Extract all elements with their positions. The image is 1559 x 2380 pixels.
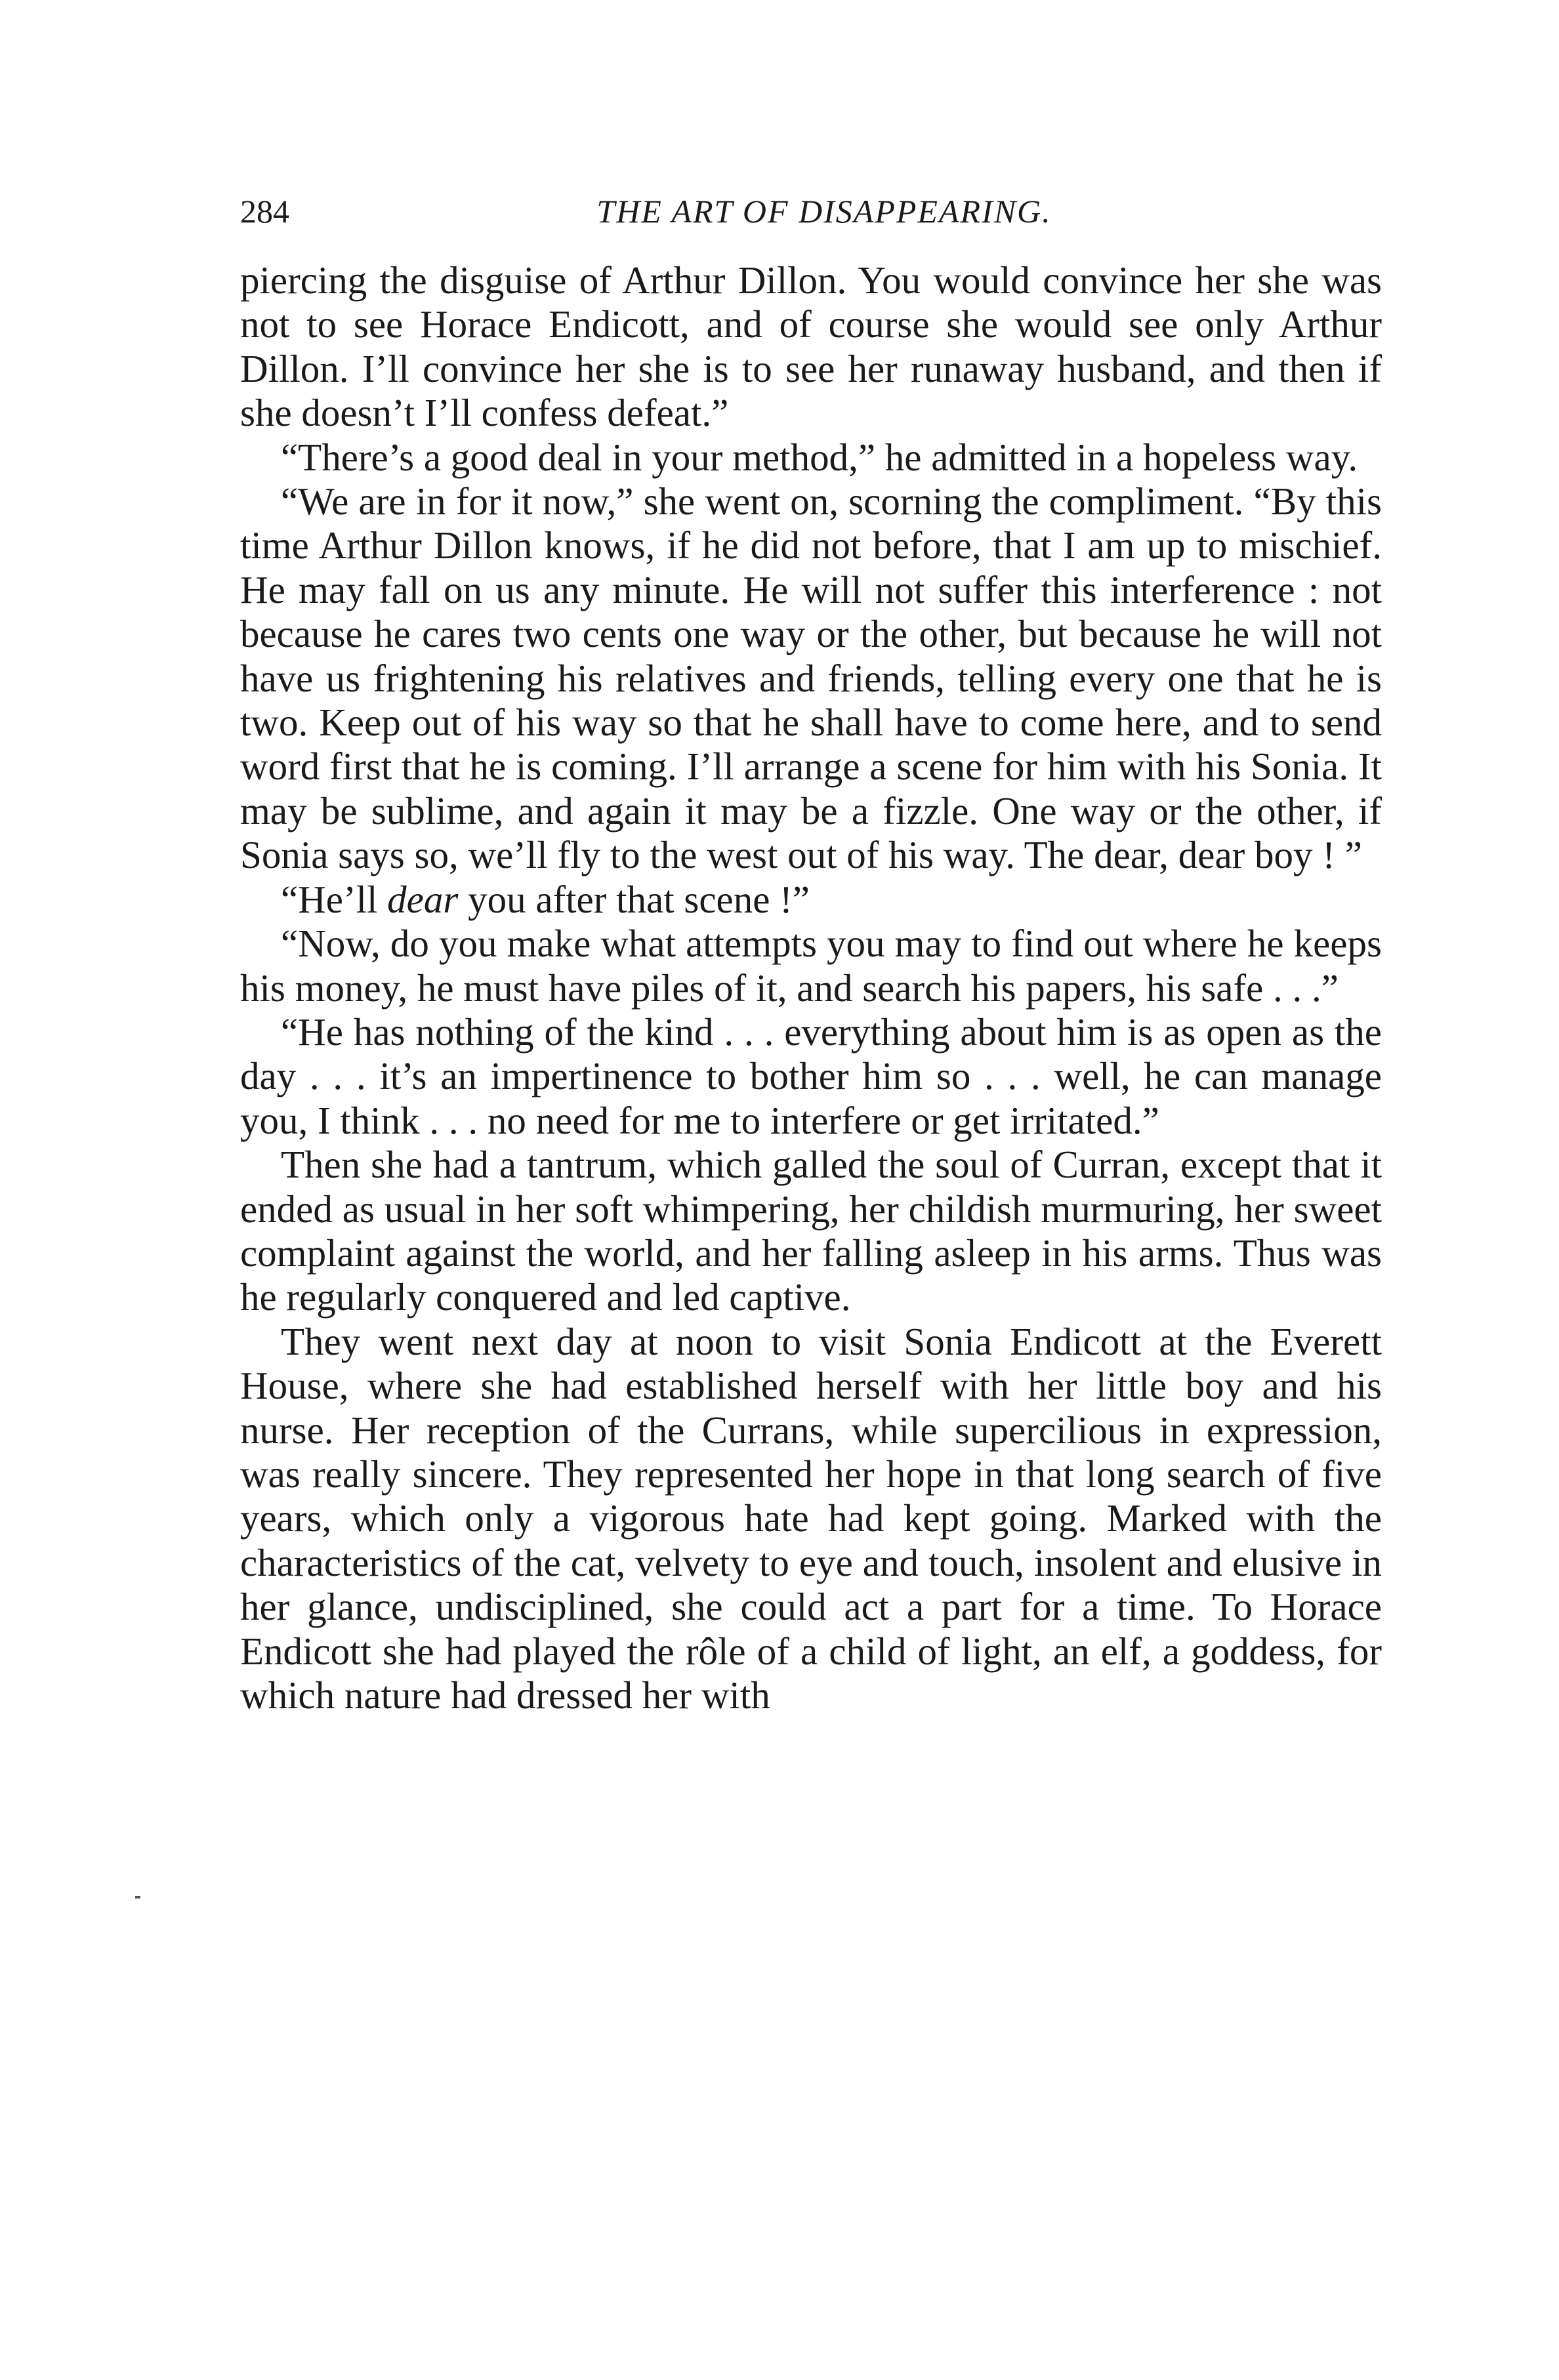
- margin-mark: [135, 1896, 140, 1898]
- paragraph: “There’s a good deal in your method,” he admitted in a hopeless way.: [281, 435, 1358, 479]
- paragraph: Then she had a tantrum, which galled the soul of Curran, except that it ended as usual in her soft whimpering, her childish murmuring, her sweet complaint against the world, and her falling asleep in his arms. Thus was he regularly conquered and led captive.: [240, 1143, 1382, 1319]
- paragraph: “We are in for it now,” she went on, scorning the compliment. “By this time Arthur Dillon knows, if he did not before, that I am up to mischief. He may fall on us any minute. He will not suffer this interference : not because he cares two cents one way or the other, but because he will not have us frightening his relatives and friends, telling every one that he is two. Keep out of his way so that he shall have to come here, and to send word first that he is coming. I’ll arrange a scene for him with his Sonia. It may be sublime, and again it may be a fizzle. One way or the other, if Sonia says so, we’ll fly to the west out of his way. The dear, dear boy ! ”: [240, 480, 1382, 877]
- page-header: [240, 192, 1382, 244]
- body-text: [240, 258, 1382, 1717]
- paragraph: “Now, do you make what attempts you may to find out where he keeps his money, he must have piles of it, and search his papers, his safe . . .”: [240, 922, 1382, 1010]
- book-page: [240, 192, 1382, 1717]
- emphasized-word: dear: [387, 877, 459, 921]
- paragraph: “He has nothing of the kind . . . everything about him is as open as the day . . . it’s an impertinence to bother him so . . . well, he can manage you, I think . . . no need for me to interfere or get irritated.”: [240, 1010, 1382, 1142]
- paragraph: “He’ll dear you after that scene !”: [281, 877, 810, 921]
- page-number: 284: [240, 193, 289, 230]
- paragraph: They went next day at noon to visit Sonia Endicott at the Everett House, where she had established herself with her little boy and his nurse. Her reception of the Currans, while supercilious in expression, was really sincere. They represented her hope in that long search of five years, which only a vigorous hate had kept going. Marked with the characteristics of the cat, velvety to eye and touch, insolent and elusive in her glance, undisciplined, she could act a part for a time. To Horace Endicott she had played the rôle of a child of light, an elf, a goddess, for which nature had dressed her with: [240, 1319, 1382, 1717]
- running-head: THE ART OF DISAPPEARING.: [596, 193, 1052, 230]
- paragraph: piercing the disguise of Arthur Dillon. You would convince her she was not to see Horace Endicott, and of course she would see only Arthur Dillon. I’ll convince her she is to see her runaway husband, and then if she doesn’t I’ll confess defeat.”: [240, 258, 1382, 435]
